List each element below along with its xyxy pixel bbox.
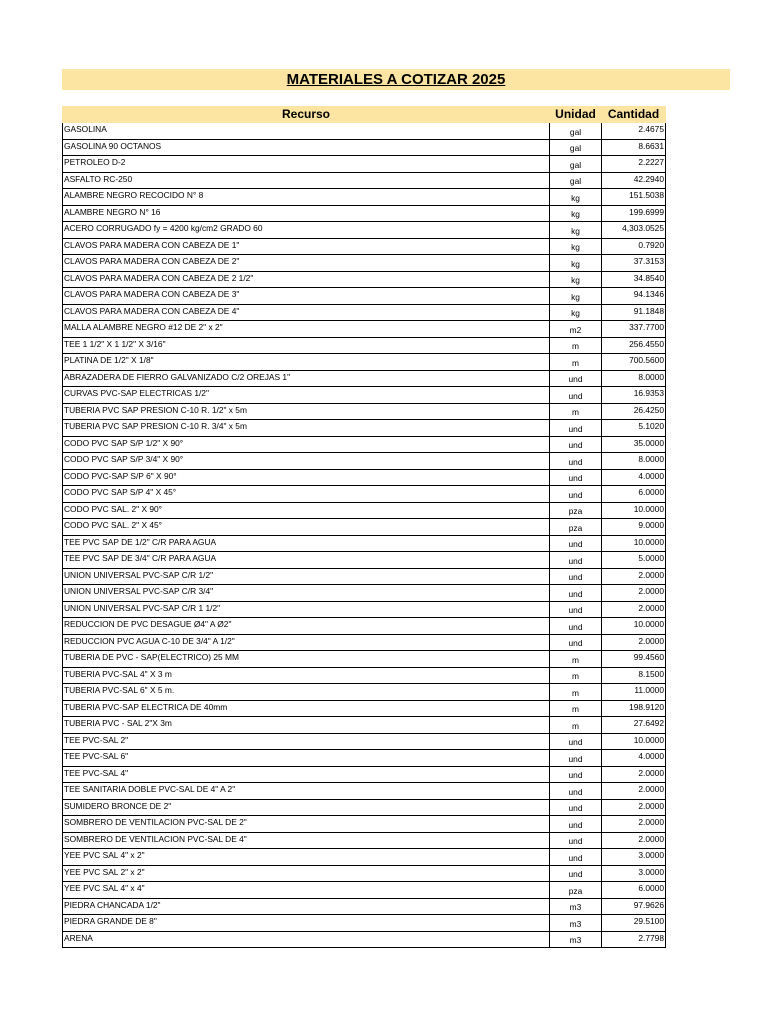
table-row bbox=[63, 139, 666, 156]
cell-recurso: CURVAS PVC-SAP ELECTRICAS 1/2" bbox=[63, 387, 550, 404]
cell-cantidad: 2.0000 bbox=[602, 832, 666, 849]
cell-unidad: kg bbox=[550, 271, 602, 288]
header-recurso: Recurso bbox=[63, 107, 550, 123]
cell-cantidad: 34.8540 bbox=[602, 271, 666, 288]
table-row bbox=[63, 651, 666, 668]
cell-recurso: GASOLINA bbox=[63, 123, 550, 140]
table-row bbox=[63, 370, 666, 387]
table-row bbox=[63, 915, 666, 932]
cell-recurso: TEE PVC SAP DE 1/2" C/R PARA AGUA bbox=[63, 535, 550, 552]
table-row bbox=[63, 337, 666, 354]
cell-unidad: m bbox=[550, 337, 602, 354]
cell-recurso: CLAVOS PARA MADERA CON CABEZA DE 4" bbox=[63, 304, 550, 321]
table-row bbox=[63, 403, 666, 420]
cell-cantidad: 2.0000 bbox=[602, 799, 666, 816]
cell-recurso: UNION UNIVERSAL PVC-SAP C/R 1/2" bbox=[63, 568, 550, 585]
table-row bbox=[63, 519, 666, 536]
cell-recurso: CODO PVC-SAP S/P 6" X 90° bbox=[63, 469, 550, 486]
cell-recurso: ACERO CORRUGADO fy = 4200 kg/cm2 GRADO 60 bbox=[63, 222, 550, 239]
cell-cantidad: 4.0000 bbox=[602, 469, 666, 486]
cell-recurso: GASOLINA 90 OCTANOS bbox=[63, 139, 550, 156]
cell-cantidad: 94.1346 bbox=[602, 288, 666, 305]
cell-cantidad: 2.7798 bbox=[602, 931, 666, 948]
table-row bbox=[63, 898, 666, 915]
cell-cantidad: 11.0000 bbox=[602, 684, 666, 701]
cell-cantidad: 42.2940 bbox=[602, 172, 666, 189]
cell-unidad: und bbox=[550, 816, 602, 833]
cell-cantidad: 8.1500 bbox=[602, 667, 666, 684]
cell-recurso: CLAVOS PARA MADERA CON CABEZA DE 3" bbox=[63, 288, 550, 305]
cell-unidad: m bbox=[550, 403, 602, 420]
table-row bbox=[63, 766, 666, 783]
table-row bbox=[63, 832, 666, 849]
header-row bbox=[63, 107, 666, 123]
cell-recurso: PETROLEO D-2 bbox=[63, 156, 550, 173]
cell-recurso: CLAVOS PARA MADERA CON CABEZA DE 2" bbox=[63, 255, 550, 272]
cell-recurso: TEE 1 1/2" X 1 1/2" X 3/16" bbox=[63, 337, 550, 354]
cell-unidad: m bbox=[550, 717, 602, 734]
cell-cantidad: 16.9353 bbox=[602, 387, 666, 404]
cell-cantidad: 2.0000 bbox=[602, 766, 666, 783]
cell-cantidad: 2.0000 bbox=[602, 568, 666, 585]
cell-unidad: und bbox=[550, 453, 602, 470]
table-row bbox=[63, 222, 666, 239]
cell-unidad: und bbox=[550, 783, 602, 800]
cell-cantidad: 99.4560 bbox=[602, 651, 666, 668]
cell-unidad: m3 bbox=[550, 931, 602, 948]
cell-recurso: CODO PVC SAP S/P 1/2" X 90° bbox=[63, 436, 550, 453]
page-title: MATERIALES A COTIZAR 2025 bbox=[286, 71, 506, 88]
table-row bbox=[63, 387, 666, 404]
cell-unidad: und bbox=[550, 436, 602, 453]
cell-cantidad: 4,303.0525 bbox=[602, 222, 666, 239]
cell-unidad: m3 bbox=[550, 898, 602, 915]
table-row bbox=[63, 304, 666, 321]
header-unidad: Unidad bbox=[550, 107, 602, 123]
table-row bbox=[63, 865, 666, 882]
cell-unidad: gal bbox=[550, 123, 602, 140]
cell-recurso: TUBERIA DE PVC - SAP(ELECTRICO) 25 MM bbox=[63, 651, 550, 668]
cell-recurso: ARENA bbox=[63, 931, 550, 948]
cell-unidad: und bbox=[550, 766, 602, 783]
cell-unidad: kg bbox=[550, 189, 602, 206]
table-row bbox=[63, 205, 666, 222]
cell-unidad: gal bbox=[550, 172, 602, 189]
cell-cantidad: 5.1020 bbox=[602, 420, 666, 437]
table-row bbox=[63, 585, 666, 602]
cell-cantidad: 2.2227 bbox=[602, 156, 666, 173]
cell-recurso: TUBERIA PVC-SAL 4" X 3 m bbox=[63, 667, 550, 684]
cell-recurso: PIEDRA CHANCADA 1/2" bbox=[63, 898, 550, 915]
cell-recurso: REDUCCION DE PVC DESAGUE Ø4" A Ø2" bbox=[63, 618, 550, 635]
cell-unidad: kg bbox=[550, 304, 602, 321]
table-row bbox=[63, 882, 666, 899]
table-row bbox=[63, 700, 666, 717]
table-row bbox=[63, 123, 666, 140]
cell-unidad: und bbox=[550, 568, 602, 585]
cell-recurso: TUBERIA PVC-SAL 6" X 5 m. bbox=[63, 684, 550, 701]
cell-unidad: kg bbox=[550, 222, 602, 239]
cell-cantidad: 10.0000 bbox=[602, 502, 666, 519]
cell-recurso: YEE PVC SAL 2" x 2" bbox=[63, 865, 550, 882]
cell-unidad: kg bbox=[550, 288, 602, 305]
cell-cantidad: 27.6492 bbox=[602, 717, 666, 734]
cell-cantidad: 2.4675 bbox=[602, 123, 666, 140]
cell-recurso: TUBERIA PVC SAP PRESION C-10 R. 3/4" x 5m bbox=[63, 420, 550, 437]
table-row bbox=[63, 552, 666, 569]
cell-unidad: und bbox=[550, 634, 602, 651]
cell-cantidad: 10.0000 bbox=[602, 535, 666, 552]
cell-cantidad: 6.0000 bbox=[602, 486, 666, 503]
cell-unidad: m bbox=[550, 651, 602, 668]
table-row bbox=[63, 354, 666, 371]
cell-recurso: YEE PVC SAL 4" x 2" bbox=[63, 849, 550, 866]
table-row bbox=[63, 750, 666, 767]
table-row bbox=[63, 568, 666, 585]
table-row bbox=[63, 799, 666, 816]
cell-cantidad: 97.9626 bbox=[602, 898, 666, 915]
cell-unidad: gal bbox=[550, 156, 602, 173]
cell-unidad: pza bbox=[550, 882, 602, 899]
cell-unidad: und bbox=[550, 849, 602, 866]
cell-recurso: SUMIDERO BRONCE DE 2" bbox=[63, 799, 550, 816]
cell-unidad: und bbox=[550, 552, 602, 569]
cell-unidad: und bbox=[550, 832, 602, 849]
cell-cantidad: 2.0000 bbox=[602, 601, 666, 618]
cell-unidad: kg bbox=[550, 205, 602, 222]
cell-cantidad: 3.0000 bbox=[602, 849, 666, 866]
cell-unidad: kg bbox=[550, 255, 602, 272]
cell-recurso: PIEDRA GRANDE DE 8" bbox=[63, 915, 550, 932]
cell-cantidad: 198.9120 bbox=[602, 700, 666, 717]
cell-unidad: und bbox=[550, 469, 602, 486]
table-row bbox=[63, 321, 666, 338]
cell-unidad: und bbox=[550, 799, 602, 816]
cell-recurso: TEE PVC-SAL 2" bbox=[63, 733, 550, 750]
cell-cantidad: 35.0000 bbox=[602, 436, 666, 453]
materials-table bbox=[62, 106, 666, 948]
cell-cantidad: 4.0000 bbox=[602, 750, 666, 767]
cell-unidad: und bbox=[550, 750, 602, 767]
cell-cantidad: 3.0000 bbox=[602, 865, 666, 882]
cell-unidad: und bbox=[550, 585, 602, 602]
table-row bbox=[63, 486, 666, 503]
cell-cantidad: 8.0000 bbox=[602, 370, 666, 387]
table-body bbox=[63, 123, 666, 948]
cell-cantidad: 700.5600 bbox=[602, 354, 666, 371]
table-row bbox=[63, 634, 666, 651]
cell-unidad: und bbox=[550, 733, 602, 750]
cell-recurso: PLATINA DE 1/2" X 1/8" bbox=[63, 354, 550, 371]
table-row bbox=[63, 849, 666, 866]
cell-recurso: CODO PVC SAL. 2" X 45° bbox=[63, 519, 550, 536]
cell-recurso: TEE PVC-SAL 6" bbox=[63, 750, 550, 767]
cell-recurso: CLAVOS PARA MADERA CON CABEZA DE 1" bbox=[63, 238, 550, 255]
table-row bbox=[63, 733, 666, 750]
cell-unidad: und bbox=[550, 865, 602, 882]
cell-recurso: ASFALTO RC-250 bbox=[63, 172, 550, 189]
table-row bbox=[63, 469, 666, 486]
cell-recurso: SOMBRERO DE VENTILACION PVC-SAL DE 2" bbox=[63, 816, 550, 833]
cell-recurso: UNION UNIVERSAL PVC-SAP C/R 1 1/2" bbox=[63, 601, 550, 618]
cell-unidad: pza bbox=[550, 502, 602, 519]
cell-recurso: YEE PVC SAL 4" x 4" bbox=[63, 882, 550, 899]
cell-cantidad: 10.0000 bbox=[602, 733, 666, 750]
table-row bbox=[63, 420, 666, 437]
cell-unidad: m bbox=[550, 684, 602, 701]
cell-cantidad: 6.0000 bbox=[602, 882, 666, 899]
cell-cantidad: 8.0000 bbox=[602, 453, 666, 470]
cell-cantidad: 2.0000 bbox=[602, 585, 666, 602]
table-row bbox=[63, 667, 666, 684]
table-row bbox=[63, 189, 666, 206]
cell-cantidad: 9.0000 bbox=[602, 519, 666, 536]
table-row bbox=[63, 931, 666, 948]
cell-cantidad: 151.5038 bbox=[602, 189, 666, 206]
cell-unidad: kg bbox=[550, 238, 602, 255]
cell-recurso: TUBERIA PVC-SAP ELECTRICA DE 40mm bbox=[63, 700, 550, 717]
cell-unidad: und bbox=[550, 535, 602, 552]
cell-cantidad: 2.0000 bbox=[602, 816, 666, 833]
cell-recurso: CODO PVC SAP S/P 4" X 45° bbox=[63, 486, 550, 503]
table-row bbox=[63, 502, 666, 519]
cell-recurso: MALLA ALAMBRE NEGRO #12 DE 2" x 2" bbox=[63, 321, 550, 338]
cell-cantidad: 26.4250 bbox=[602, 403, 666, 420]
table-row bbox=[63, 271, 666, 288]
cell-unidad: und bbox=[550, 618, 602, 635]
cell-recurso: REDUCCION PVC AGUA C-10 DE 3/4" A 1/2" bbox=[63, 634, 550, 651]
cell-recurso: SOMBRERO DE VENTILACION PVC-SAL DE 4" bbox=[63, 832, 550, 849]
table-row bbox=[63, 288, 666, 305]
table-row bbox=[63, 601, 666, 618]
cell-recurso: TUBERIA PVC SAP PRESION C-10 R. 1/2" x 5m bbox=[63, 403, 550, 420]
cell-cantidad: 91.1848 bbox=[602, 304, 666, 321]
table-row bbox=[63, 172, 666, 189]
cell-unidad: m3 bbox=[550, 915, 602, 932]
table-row bbox=[63, 255, 666, 272]
table-row bbox=[63, 453, 666, 470]
cell-cantidad: 2.0000 bbox=[602, 634, 666, 651]
title-bar bbox=[62, 69, 730, 90]
cell-recurso: ALAMBRE NEGRO N° 16 bbox=[63, 205, 550, 222]
table-row bbox=[63, 816, 666, 833]
cell-recurso: TEE PVC-SAL 4" bbox=[63, 766, 550, 783]
cell-recurso: UNION UNIVERSAL PVC-SAP C/R 3/4" bbox=[63, 585, 550, 602]
header-cantidad: Cantidad bbox=[602, 107, 666, 123]
cell-recurso: TEE SANITARIA DOBLE PVC-SAL DE 4" A 2" bbox=[63, 783, 550, 800]
cell-unidad: gal bbox=[550, 139, 602, 156]
cell-unidad: und bbox=[550, 420, 602, 437]
cell-cantidad: 29.5100 bbox=[602, 915, 666, 932]
cell-unidad: m bbox=[550, 354, 602, 371]
cell-recurso: TEE PVC SAP DE 3/4" C/R PARA AGUA bbox=[63, 552, 550, 569]
cell-cantidad: 199.6999 bbox=[602, 205, 666, 222]
cell-unidad: m2 bbox=[550, 321, 602, 338]
cell-cantidad: 37.3153 bbox=[602, 255, 666, 272]
cell-cantidad: 0.7920 bbox=[602, 238, 666, 255]
table-row bbox=[63, 156, 666, 173]
table-row bbox=[63, 618, 666, 635]
table-header bbox=[63, 107, 666, 123]
cell-unidad: und bbox=[550, 387, 602, 404]
cell-unidad: pza bbox=[550, 519, 602, 536]
cell-cantidad: 2.0000 bbox=[602, 783, 666, 800]
cell-cantidad: 256.4550 bbox=[602, 337, 666, 354]
table-row bbox=[63, 717, 666, 734]
cell-recurso: CODO PVC SAP S/P 3/4" X 90° bbox=[63, 453, 550, 470]
table-row bbox=[63, 436, 666, 453]
table-row bbox=[63, 535, 666, 552]
cell-unidad: m bbox=[550, 700, 602, 717]
cell-cantidad: 8.6631 bbox=[602, 139, 666, 156]
cell-unidad: m bbox=[550, 667, 602, 684]
cell-unidad: und bbox=[550, 601, 602, 618]
cell-recurso: CLAVOS PARA MADERA CON CABEZA DE 2 1/2" bbox=[63, 271, 550, 288]
cell-recurso: ALAMBRE NEGRO RECOCIDO N° 8 bbox=[63, 189, 550, 206]
cell-unidad: und bbox=[550, 486, 602, 503]
cell-unidad: und bbox=[550, 370, 602, 387]
cell-cantidad: 337.7700 bbox=[602, 321, 666, 338]
cell-recurso: CODO PVC SAL. 2" X 90° bbox=[63, 502, 550, 519]
table-row bbox=[63, 783, 666, 800]
cell-recurso: TUBERIA PVC - SAL 2"X 3m bbox=[63, 717, 550, 734]
cell-cantidad: 5.0000 bbox=[602, 552, 666, 569]
cell-cantidad: 10.0000 bbox=[602, 618, 666, 635]
table-row bbox=[63, 684, 666, 701]
table-row bbox=[63, 238, 666, 255]
cell-recurso: ABRAZADERA DE FIERRO GALVANIZADO C/2 OREJAS 1" bbox=[63, 370, 550, 387]
